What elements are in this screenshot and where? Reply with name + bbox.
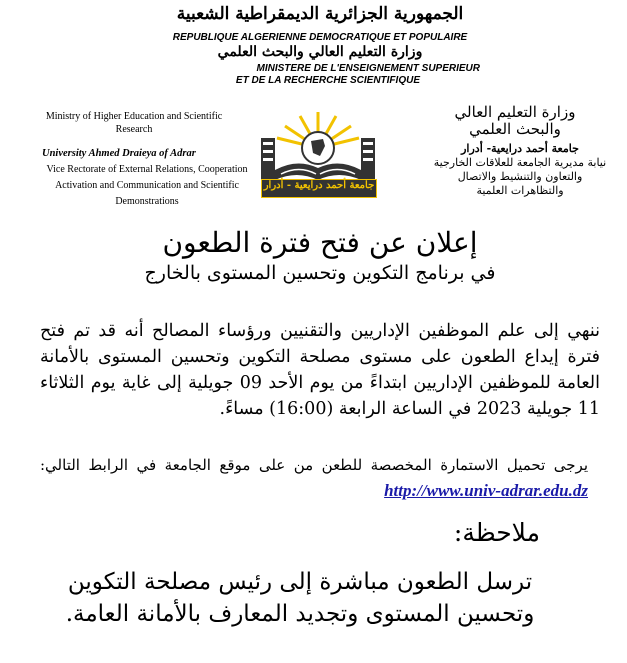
university-website-link[interactable]: http://www.univ-adrar.edu.dz (384, 481, 588, 500)
note-label: ملاحظة: (453, 518, 540, 547)
download-instruction: يرجى تحميل الاستمارة المخصصة للطعن من على موقع الجامعة في الرابط التالي: (40, 456, 588, 474)
announcement-subtitle: في برنامج التكوين وتحسين المستوى بالخارج (144, 262, 496, 284)
republic-title-fr: REPUBLIQUE ALGERIENNE DEMOCRATIQUE ET POPULAIRE (172, 32, 468, 43)
announcement-body: ننهي إلى علم الموظفين الإداريين والتقنيين ورؤساء المصالح أنه قد تم فتح فترة إيداع الطعون على مستوى مصلحة التكوين وتحسين المستوى بالأمانة العامة للموظفين الإداريين ابتداءً من يوم الأحد 09 جويلية إلى غاية يوم الثلاثاء 11 جويلية 2023 في الساعة الرابعة (16:00) مساءً. (40, 321, 600, 419)
ministry-title-ar: وزارة التعليم العالي والبحث العلمي (217, 44, 423, 60)
logo-caption: جامعة أحمد درايعية - أدرار (263, 180, 375, 191)
university-name-en: University Ahmed Draieya of Adrar (42, 148, 196, 159)
download-paragraph (40, 452, 588, 504)
note-text: ترسل الطعون مباشرة إلى رئيس مصلحة التكوين وتحسين المستوى وتجديد المعارف بالأمانة العامة. (65, 569, 535, 627)
university-name-ar: جامعة أحمد درايعية- أدرار (461, 142, 579, 155)
announcement-title: إعلان عن فتح فترة الطعون (162, 226, 478, 259)
ministry-title-fr-line2: ET DE LA RECHERCHE SCIENTIFIQUE (235, 75, 420, 86)
ministry-title-en: Ministry of Higher Education and Scientific Research (45, 111, 223, 135)
university-logo (253, 108, 383, 200)
republic-title-ar: الجمهورية الجزائرية الديمقراطية الشعبية (176, 4, 464, 24)
ministry-title-ar-side: وزارة التعليم العالي والبحث العلمي (454, 103, 576, 138)
vice-rectorate-en: Vice Rectorate of External Relations, Cooperation Activation and Communication and Scientific Demonstrations (46, 164, 248, 207)
vice-rectorate-ar: نيابة مديرية الجامعة للعلاقات الخارجية والتعاون والتنشيط والاتصال والتظاهرات العلمية (433, 156, 607, 197)
ministry-title-fr-line1: MINISTERE DE L'ENSEIGNEMENT SUPERIEUR (256, 63, 480, 74)
